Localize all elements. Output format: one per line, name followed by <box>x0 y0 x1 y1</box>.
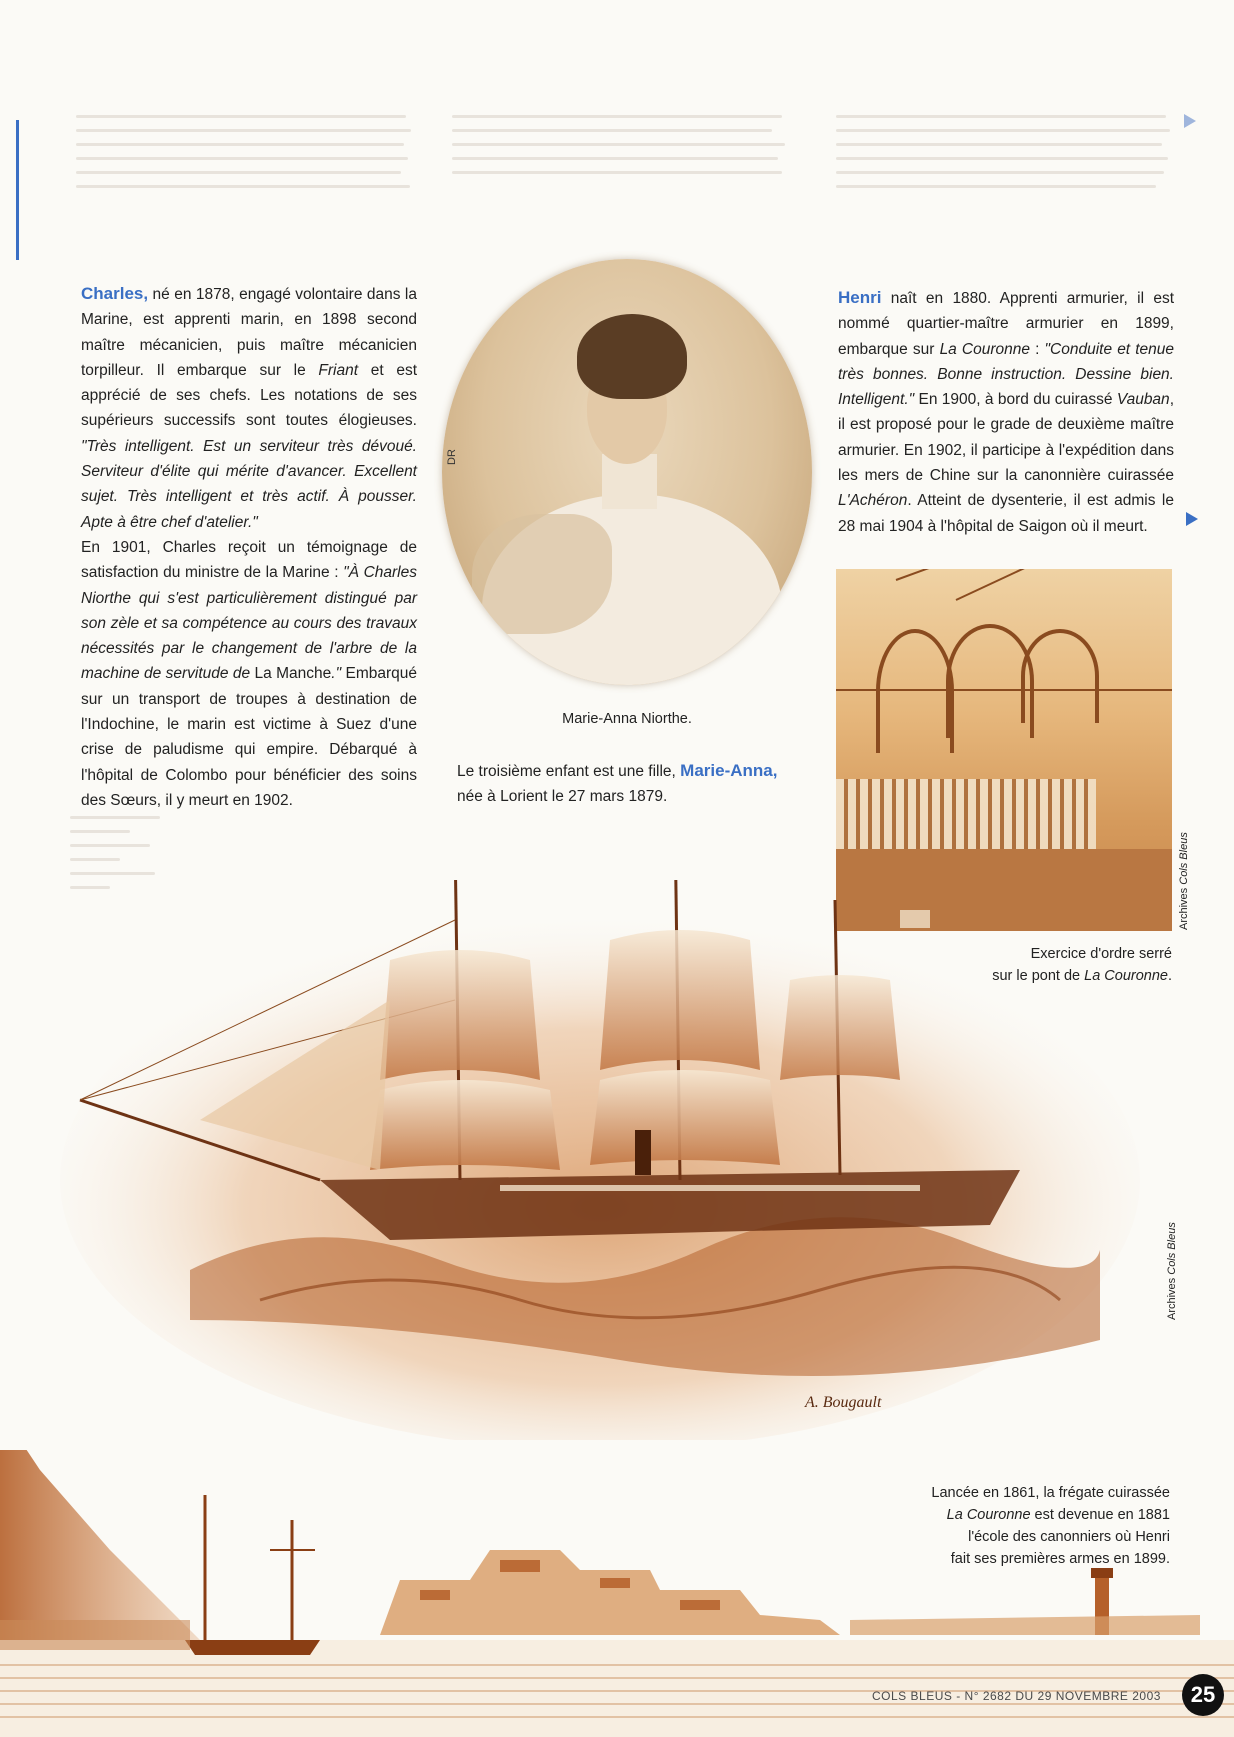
portrait-caption: Marie-Anna Niorthe. <box>562 711 692 727</box>
ship-illustration-caption: Lancée en 1861, la frégate cuirassée La Couronne est devenue en 1881 l'école des canonniers où Henri fait ses premières armes en 1899. <box>931 1485 1170 1567</box>
henri-name: Henri <box>838 288 882 307</box>
bleed-through-top-left <box>76 104 416 188</box>
continuation-arrow-top <box>1184 114 1196 128</box>
deck-photo-credit: Archives Cols Bleus <box>1178 832 1190 930</box>
continuation-arrow <box>1186 512 1198 526</box>
marie-anna-name: Marie-Anna, <box>680 761 778 780</box>
charles-paragraphs <box>81 281 417 813</box>
henri-evaluation-quote: "Conduite et tenue très bonnes. Bonne instruction. Dessine bien. Intelligent." <box>838 340 1175 409</box>
artist-signature: A. Bougault <box>805 1394 882 1411</box>
charles-paragraph-2: En 1901, Charles reçoit un témoignage de satisfaction du ministre de la Marine : "À Charles Niorthe qui s'est particulièrement distingué par son zèle et sa compétence au cours des travaux nécessités par le changement de l'arbre de la machine de servitude de La Manche." Embarqué sur un transport de troupes à destination de l'Indochine, le marin est victime à Suez d'une crise de paludisme qui empire. Débarqué à l'hôpital de Colombo pour bénéficier des soins des Sœurs, il y meurt en 1902. <box>81 538 417 809</box>
ship-illustration-credit: Archives Cols Bleus <box>1166 1222 1178 1320</box>
henri-paragraph: Henri naît en 1880. Apprenti armurier, il est nommé quartier-maître armurier en 1899, embarque sur La Couronne : "Conduite et tenue très bonnes. Bonne instruction. Dessine bien. Intelligent." En 1900, à bord du cuirassé Vauban, il est proposé pour le grade de deuxième maître armurier. En 1902, il participe à l'expédition dans les mers de Chine sur la canonnière cuirassée L'Achéron. Atteint de dysenterie, il est admis le 28 mai 1904 à l'hôpital de Saigon où il meurt. <box>838 288 1175 535</box>
charles-name: Charles, <box>81 284 149 303</box>
charles-evaluation-quote: "Très intelligent. Est un serviteur très dévoué. Serviteur d'élite qui mérite d'avancer. Excellent sujet. Très intelligent et très actif. À pousser. Apte à être chef d'atelier." <box>81 437 417 531</box>
marie-anna-paragraph: Le troisième enfant est une fille, Marie-Anna, née à Lorient le 27 mars 1879. <box>457 761 778 806</box>
marie-anna-portrait <box>442 259 812 685</box>
charles-paragraph-1: Charles, né en 1878, engagé volontaire dans la Marine, est apprenti marin, en 1898 second maître mécanicien, puis maître mécanicien torpilleur. Il embarque sur le Friant et est apprécié de ses chefs. Les notations de ses supérieurs successifs sont toutes élogieuses. "Très intelligent. Est un serviteur très dévoué. Serviteur d'élite qui mérite d'avancer. Excellent sujet. Très intelligent et très actif. À pousser. Apte à être chef d'atelier." <box>81 284 417 531</box>
frigate-la-couronne-illustration <box>60 880 1140 1440</box>
portrait-credit: DR <box>446 449 458 465</box>
left-accent-bar <box>16 120 19 260</box>
bleed-through-top-right <box>836 104 1176 188</box>
page-number: 25 <box>1182 1674 1224 1716</box>
publication-footer: COLS BLEUS - N° 2682 DU 29 NOVEMBRE 2003 <box>872 1689 1161 1703</box>
deck-photo-caption: Exercice d'ordre serré sur le pont de La Couronne. <box>992 946 1172 984</box>
deck-exercise-photo <box>836 569 1172 931</box>
bleed-through-top-mid <box>452 104 792 174</box>
minister-quote: "À Charles Niorthe qui s'est particulièrement distingué par son zèle et sa compétence au cours des travaux nécessités par le changement de l'arbre de la machine de servitude de <box>81 564 417 683</box>
bleed-through-left-lower <box>70 805 190 889</box>
